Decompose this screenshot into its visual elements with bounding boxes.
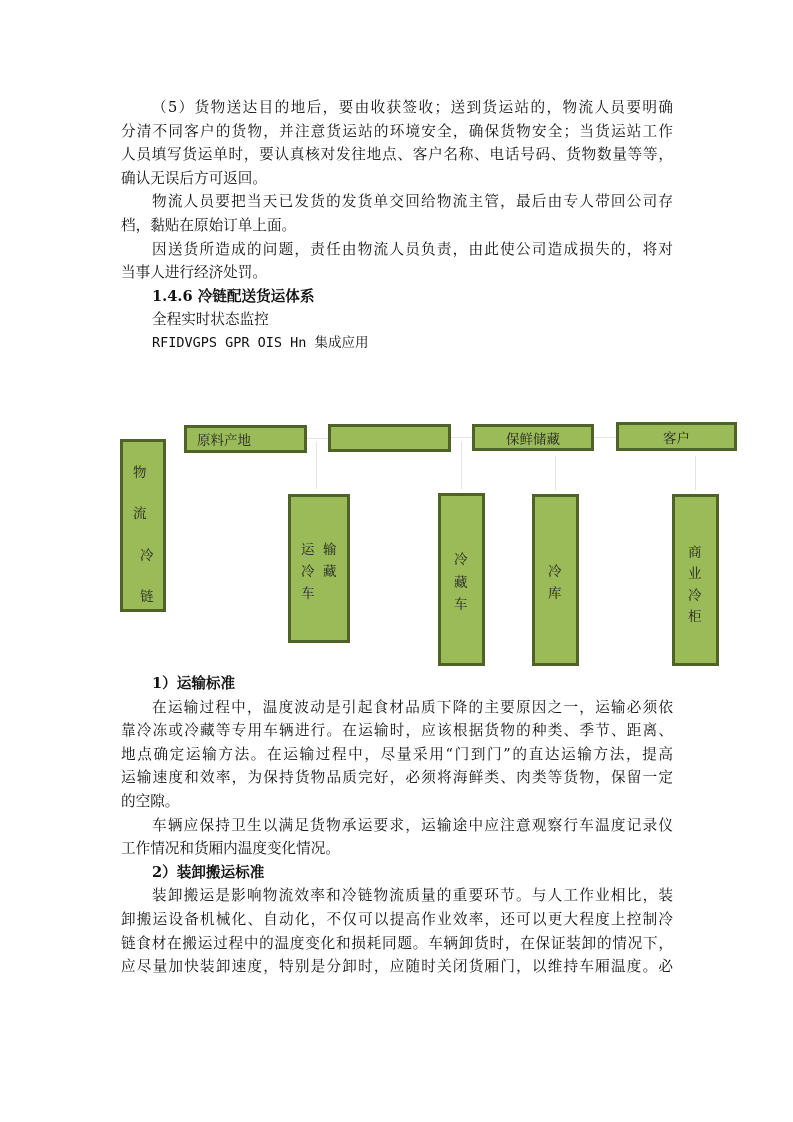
box-text: 商 [688, 545, 702, 561]
box-blank [328, 424, 451, 452]
box-text: 冷 [454, 552, 468, 568]
box-text: 输 [323, 542, 337, 558]
box-text: 藏 [323, 564, 337, 580]
box-text: 冷 [140, 548, 154, 564]
box-text: 冷 [301, 564, 315, 580]
section-heading: 1.4.6 冷链配送货运体系 [152, 287, 315, 305]
box-text: 车 [454, 597, 468, 613]
text-line: （5）货物送达目的地后，要由收获签收；送到货运站的，物流人员要明确 [152, 99, 673, 116]
text-line: 装卸搬运是影响物流效率和冷链物流质量的重要环节。与人工作业相比，装 [152, 887, 673, 905]
box-text: 柜 [688, 609, 702, 625]
box-text: 库 [548, 586, 562, 602]
text-line: 物流人员要把当天已发货的发货单交回给物流主管，最后由专人带回公司存 [152, 193, 673, 211]
text-line: 确认无误后方可返回。 [121, 169, 267, 187]
paragraph-vehicle [121, 814, 673, 861]
text-line: 卸搬运设备机械化、自动化，不仅可以提高作业效率，还可以更大程度上控制冷 [121, 910, 673, 928]
box-text: 冷 [548, 564, 562, 580]
box-transport-reefer-truck [288, 494, 350, 643]
subheading-transport: 1）运输标准 [152, 675, 236, 692]
box-text: 运 [301, 542, 315, 558]
box-text: 链 [140, 589, 154, 605]
box-text: 车 [301, 586, 315, 602]
text-line: 链食材在搬运过程中的温度变化和损耗同题。车辆卸货时，在保证装卸的情况下， [121, 934, 673, 952]
box-logistics-cold-chain [120, 439, 166, 612]
box-fresh-storage: 保鲜储藏 [472, 424, 594, 451]
paragraph-responsibility [121, 238, 673, 285]
text-line: 因送货所造成的问题，责任由物流人员负责，由此使公司造成损失的，将对 [152, 240, 673, 258]
text-line: 靠冷冻或冷藏等专用车辆进行。在运输时，应该根据货物的种类、季节、距离、 [121, 722, 673, 740]
section-standards [121, 672, 673, 979]
text-line: 车辆应保持卫生以满足货物承运要求，运输途中应注意观察行车温度记录仪 [152, 816, 673, 834]
text-line: 分清不同客户的货物，并注意货运站的环境安全，确保货物安全；当货运站工作 [121, 122, 673, 140]
paragraph-transport [121, 696, 673, 814]
text-line: 运输速度和效率，为保持货物品质完好，必须将海鲜类、肉类等货物，保留一定 [121, 769, 673, 787]
box-text: 业 [688, 566, 702, 582]
text-line: RFIDVGPS GPR OIS Hn 集成应用 [152, 334, 369, 351]
text-line: 地点确定运输方法。在运输过程中，尽量采用“门到门”的直达运输方法，提高 [121, 745, 673, 763]
box-refrigerated-truck [438, 493, 485, 666]
text-line: 工作情况和货厢内温度变化情况。 [121, 840, 340, 858]
box-text: 冷 [688, 588, 702, 604]
box-text: 流 [133, 506, 147, 522]
box-text: 物 [133, 465, 147, 481]
paragraph-invoice-return [121, 190, 673, 237]
box-raw-material-origin: 原料产地 [184, 425, 307, 453]
text-line: 当事人进行经济处罚。 [121, 264, 267, 282]
text-line: 全程实时状态监控 [152, 311, 269, 329]
text-line: 的空隙。 [121, 792, 180, 810]
paragraph-delivery-checks [121, 96, 673, 190]
text-line: 在运输过程中，温度波动是引起食材品质下降的主要原因之一，运输必须依 [152, 698, 673, 716]
text-line: 档，黏贴在原始订单上面。 [121, 216, 297, 234]
subheading-handling: 2）装卸搬运标准 [152, 863, 265, 881]
paragraph-handling [121, 884, 673, 978]
box-text: 藏 [454, 575, 468, 591]
text-line: 人员填写货运单时，要认真核对发往地点、客户名称、电话号码、货物数量等等， [121, 146, 673, 164]
box-customer: 客户 [616, 422, 737, 451]
section-delivery [121, 96, 673, 356]
text-line: 应尽量加快装卸速度，特别是分卸时，应随时关闭货厢门，以维持车厢温度。必 [121, 958, 673, 976]
box-cold-store [532, 494, 579, 666]
box-commercial-cabinet [672, 494, 719, 666]
